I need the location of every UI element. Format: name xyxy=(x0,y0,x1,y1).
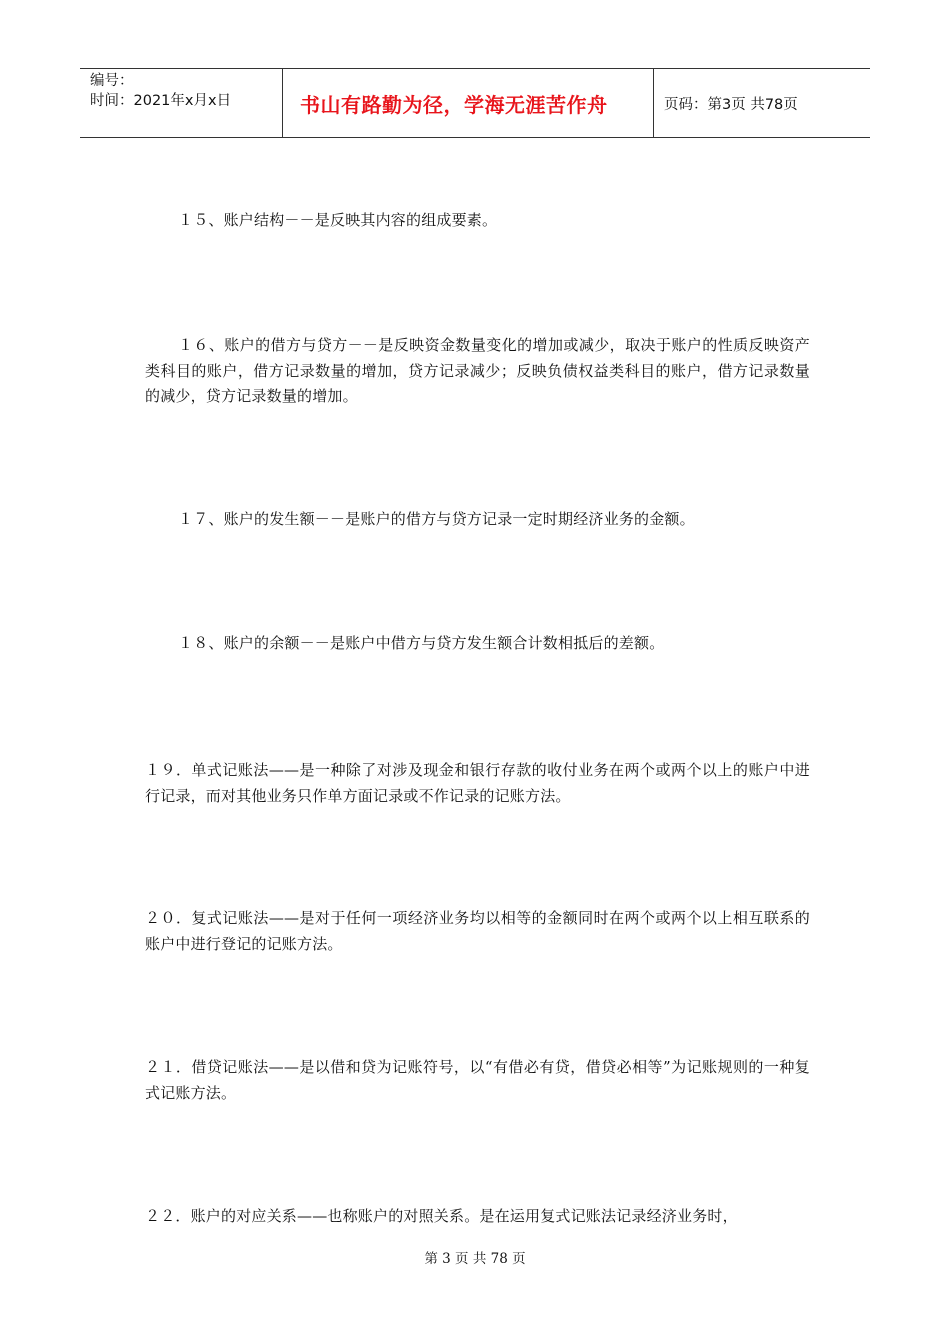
document-number-label: 编号： xyxy=(90,73,134,89)
paragraph-20: ２０．复式记账法——是对于任何一项经济业务均以相等的金额同时在两个或两个以上相互联系的账户中进行登记的记账方法。 xyxy=(145,909,810,953)
page-footer xyxy=(0,1247,950,1267)
header-motto: 书山有路勤为径，学海无涯苦作舟 xyxy=(282,69,654,137)
paragraph-22: ２２．账户的对应关系——也称账户的对照关系。是在运用复式记账法记录经济业务时， xyxy=(145,1207,738,1225)
paragraph-16: １６、账户的借方与贷方－－是反映资金数量变化的增加或减少，取决于账户的性质反映资产类科目的账户，借方记录数量的增加，贷方记录减少；反映负债权益类科目的账户，借方记录数量的减少，贷方记录数量的增加。 xyxy=(145,336,810,405)
paragraph-21: ２１．借贷记账法——是以借和贷为记账符号，以“有借必有贷，借贷必相等”为记账规则的一种复式记账方法。 xyxy=(145,1058,810,1102)
paragraph-18: １８、账户的余额－－是账户中借方与贷方发生额合计数相抵后的差额。 xyxy=(178,634,665,652)
header-page-info: 页码：第3页 共78页 xyxy=(664,96,798,113)
document-date-label: 时间：2021年x月x日 xyxy=(90,93,232,109)
paragraph-19: １９．单式记账法——是一种除了对涉及现金和银行存款的收付业务在两个或两个以上的账户中进行记录，而对其他业务只作单方面记录或不作记录的记账方法。 xyxy=(145,761,810,805)
header-left-cell xyxy=(80,69,282,137)
paragraph-15: １５、账户结构－－是反映其内容的组成要素。 xyxy=(178,211,498,229)
page-header xyxy=(80,68,870,138)
footer-page-number: 第 3 页 共 78 页 xyxy=(424,1251,526,1267)
paragraph-17: １７、账户的发生额－－是账户的借方与贷方记录一定时期经济业务的金额。 xyxy=(178,510,695,528)
